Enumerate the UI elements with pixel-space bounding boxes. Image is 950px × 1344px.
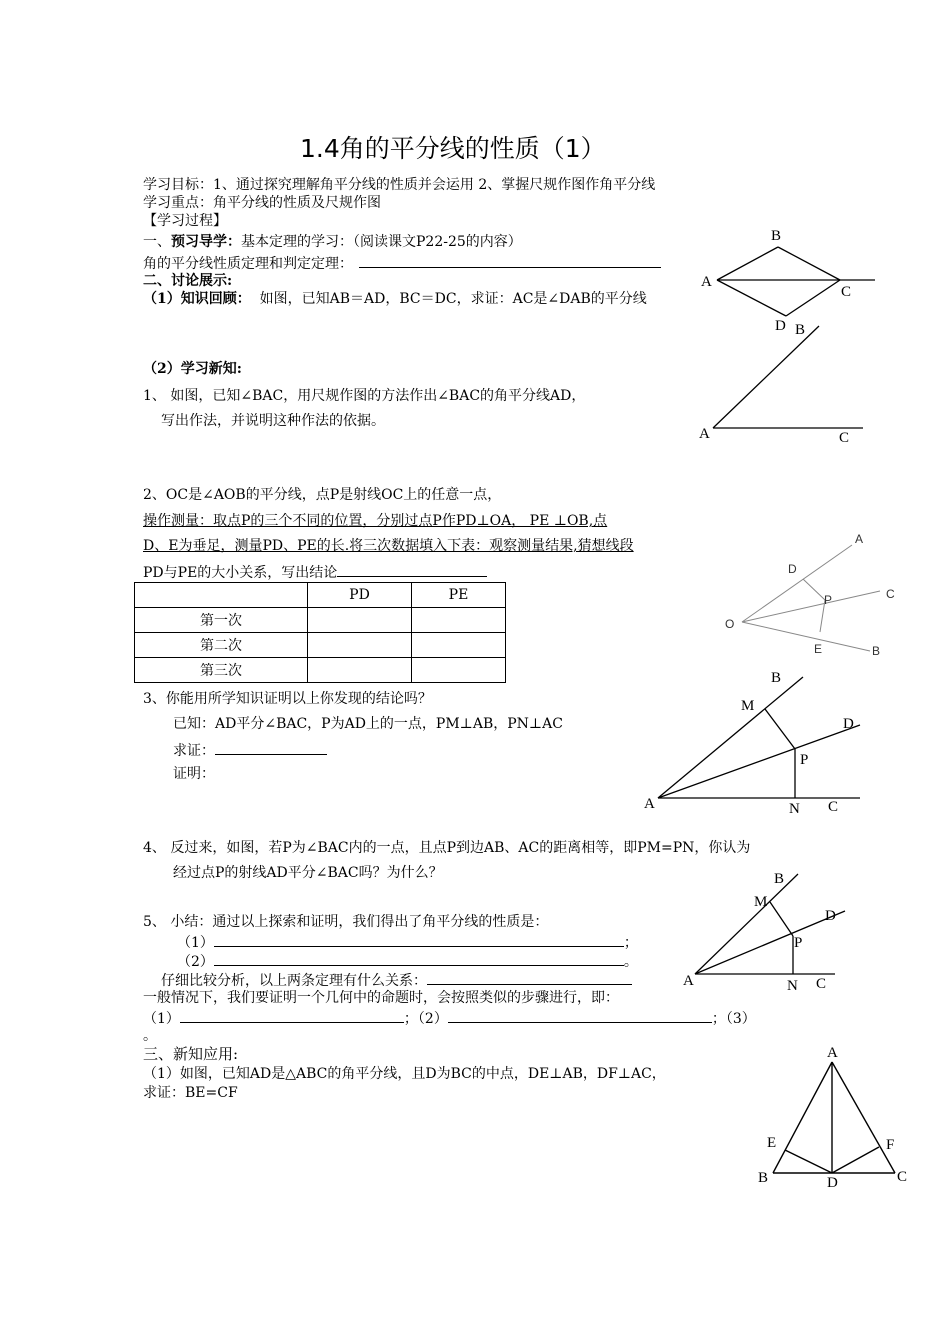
label-n: N bbox=[789, 801, 800, 817]
ray-ad bbox=[658, 725, 860, 798]
learning-focus: 学习重点：角平分线的性质及尺规作图 bbox=[143, 195, 381, 211]
process-header: 【学习过程】 bbox=[143, 213, 227, 229]
label-p: P bbox=[794, 935, 803, 951]
segment-df bbox=[832, 1147, 879, 1173]
label-b: B bbox=[872, 644, 881, 658]
table-row bbox=[135, 633, 506, 658]
section-3-heading: 三、新知应用: bbox=[143, 1045, 239, 1063]
label-d: D bbox=[827, 1175, 838, 1191]
angle-figure bbox=[695, 318, 875, 448]
q5-compare-label: 仔细比较分析，以上两条定理有什么关系： bbox=[161, 973, 427, 989]
triangle-figure bbox=[750, 1040, 920, 1200]
property-1-blank[interactable] bbox=[214, 932, 624, 947]
review-label: （1）知识回顾： bbox=[143, 291, 251, 307]
table-row-label: 第二次 bbox=[135, 633, 308, 658]
label-d: D bbox=[825, 908, 836, 924]
label-n: N bbox=[787, 978, 798, 994]
bisector-figure bbox=[720, 528, 910, 663]
relation-blank[interactable] bbox=[427, 970, 632, 985]
learning-goals: 学习目标：1、通过探究理解角平分线的性质并会运用 2、掌握尺规作图作角平分线 bbox=[143, 177, 656, 193]
table-header-row bbox=[135, 583, 506, 608]
ray-ob bbox=[742, 622, 870, 651]
prove-blank[interactable] bbox=[215, 740, 327, 755]
table-header-pe: PE bbox=[412, 583, 506, 608]
label-p: P bbox=[800, 752, 809, 768]
q2-line4 bbox=[143, 562, 487, 582]
label-c: C bbox=[816, 976, 827, 992]
label-f: F bbox=[886, 1137, 895, 1153]
label-a: A bbox=[827, 1045, 838, 1061]
q5-item2-end: 。 bbox=[623, 954, 638, 970]
q5-line1: 5、 小结：通过以上探索和证明，我们得出了角平分线的性质是： bbox=[143, 914, 549, 930]
q5-steps bbox=[143, 1008, 756, 1028]
label-o: O bbox=[725, 617, 735, 631]
q2-line2: 操作测量：取点P的三个不同的位置，分别过点P作PD⊥OA， PE ⊥OB,点 bbox=[143, 513, 608, 529]
label-b: B bbox=[771, 670, 782, 686]
theorem-line-label: 角的平分线性质定理和判定定理： bbox=[143, 256, 353, 272]
review-text: 如图，已知AB＝AD，BC＝DC，求证：AC是∠DAB的平分线 bbox=[259, 291, 647, 307]
label-a: A bbox=[644, 796, 655, 812]
step-1-label: （1） bbox=[143, 1011, 180, 1027]
label-e: E bbox=[814, 642, 823, 656]
q5-item2 bbox=[177, 951, 638, 971]
step-2-label: ；（2） bbox=[403, 1011, 448, 1027]
step-1-blank[interactable] bbox=[180, 1008, 404, 1023]
new-knowledge-heading: （2）学习新知: bbox=[143, 361, 242, 377]
q4-line2: 经过点P的射线AD平分∠BAC吗？为什么？ bbox=[173, 865, 443, 881]
ray-ad bbox=[695, 911, 845, 974]
label-d: D bbox=[843, 716, 854, 732]
theorem-blank[interactable] bbox=[359, 253, 661, 268]
page-title: 1.4角的平分线的性质（1） bbox=[300, 134, 606, 163]
q5-general: 一般情况下，我们要证明一个几何中的命题时，会按照类似的步骤进行，即： bbox=[143, 990, 619, 1006]
q5-end-dot: 。 bbox=[143, 1028, 157, 1044]
q3-proof: 证明： bbox=[173, 766, 215, 782]
q4-line1: 4、 反过来，如图，若P为∠BAC内的一点，且点P到边AB、AC的距离相等，即PM=PN，你认为 bbox=[143, 840, 751, 856]
table-cell-pd[interactable] bbox=[308, 608, 412, 633]
segment-bc bbox=[778, 247, 840, 280]
label-b: B bbox=[774, 871, 785, 887]
label-m: M bbox=[741, 698, 755, 714]
segment-dc bbox=[786, 280, 840, 316]
figure-4 bbox=[680, 866, 860, 996]
label-m: M bbox=[754, 894, 768, 910]
table-row bbox=[135, 658, 506, 683]
figure-3 bbox=[640, 665, 870, 820]
section-1 bbox=[143, 233, 522, 251]
side-ab bbox=[773, 1062, 832, 1173]
ray-ab bbox=[713, 326, 819, 428]
step-2-blank[interactable] bbox=[448, 1008, 712, 1023]
label-b: B bbox=[771, 228, 782, 244]
table-row-label: 第一次 bbox=[135, 608, 308, 633]
q1-line1: 1、 如图，已知∠BAC，用尺规作图的方法作出∠BAC的角平分线AD， bbox=[143, 388, 586, 404]
table-cell-pd[interactable] bbox=[308, 658, 412, 683]
label-c: C bbox=[841, 284, 852, 300]
q5-item2-label: （2） bbox=[177, 954, 214, 970]
conclusion-blank[interactable] bbox=[337, 562, 487, 577]
label-d: D bbox=[788, 562, 797, 576]
label-b: B bbox=[795, 322, 806, 338]
label-c: C bbox=[897, 1169, 908, 1185]
label-c: C bbox=[828, 799, 839, 815]
q3-given: 已知：AD平分∠BAC，P为AD上的一点，PM⊥AB，PN⊥AC bbox=[173, 716, 563, 732]
section-1-heading: 预习导学： bbox=[171, 234, 241, 250]
theorem-line bbox=[143, 253, 661, 273]
label-e: E bbox=[767, 1135, 777, 1151]
label-d: D bbox=[775, 318, 786, 334]
q3-line1: 3、你能用所学知识证明以上你发现的结论吗？ bbox=[143, 691, 432, 707]
q5-item1-end: ； bbox=[623, 935, 638, 951]
q2-line3: D、E为垂足，测量PD、PE的长.将三次数据填入下表：观察测量结果,猜想线段 bbox=[143, 538, 634, 554]
q3-prove bbox=[173, 740, 327, 760]
section-1-prefix: 一、 bbox=[143, 234, 171, 250]
table-cell-pd[interactable] bbox=[308, 633, 412, 658]
label-a: A bbox=[699, 426, 710, 442]
table-row-label: 第三次 bbox=[135, 658, 308, 683]
label-b: B bbox=[758, 1170, 769, 1186]
label-a: A bbox=[855, 532, 864, 546]
q5-item1-label: （1） bbox=[177, 935, 214, 951]
label-p: P bbox=[824, 593, 833, 607]
label-a: A bbox=[701, 274, 712, 290]
review-line bbox=[143, 290, 647, 308]
ray-ab bbox=[658, 677, 803, 798]
label-a: A bbox=[683, 973, 694, 989]
segment-ad bbox=[717, 280, 786, 316]
table-row bbox=[135, 608, 506, 633]
section-1-text: 基本定理的学习：（阅读课文P22-25的内容） bbox=[241, 234, 522, 250]
segment-de bbox=[785, 1150, 832, 1173]
table-header-pd: PD bbox=[308, 583, 412, 608]
step-3-label: ；（3） bbox=[711, 1011, 756, 1027]
ray-oc bbox=[742, 591, 880, 622]
label-c: C bbox=[886, 587, 895, 601]
q5-compare bbox=[161, 970, 632, 990]
app-line2: 求证：BE=CF bbox=[143, 1085, 238, 1101]
segment-pd bbox=[803, 579, 825, 600]
table-cell-pe[interactable] bbox=[412, 633, 506, 658]
segment-ab bbox=[717, 247, 778, 280]
table-header-cell bbox=[135, 583, 308, 608]
ray-oa bbox=[742, 545, 852, 622]
q2-line1: 2、OC是∠AOB的平分线，点P是射线OC上的任意一点， bbox=[143, 487, 502, 503]
q3-prove-label: 求证： bbox=[173, 743, 215, 759]
segment-pm bbox=[770, 902, 793, 936]
q1-line2: 写出作法，并说明这种作法的依据。 bbox=[161, 413, 385, 429]
measurement-table bbox=[134, 582, 506, 683]
q2-line4-text: PD与PE的大小关系，写出结论 bbox=[143, 565, 338, 581]
table-cell-pe[interactable] bbox=[412, 658, 506, 683]
section-2-heading: 二、讨论展示: bbox=[143, 273, 233, 289]
q5-item1 bbox=[177, 932, 638, 952]
table-cell-pe[interactable] bbox=[412, 608, 506, 633]
property-2-blank[interactable] bbox=[214, 951, 624, 966]
segment-pm bbox=[765, 709, 795, 749]
app-line1: （1）如图，已知AD是△ABC的角平分线，且D为BC的中点，DE⊥AB，DF⊥AC， bbox=[143, 1066, 666, 1082]
ray-ab bbox=[695, 874, 798, 974]
label-c: C bbox=[839, 430, 850, 446]
